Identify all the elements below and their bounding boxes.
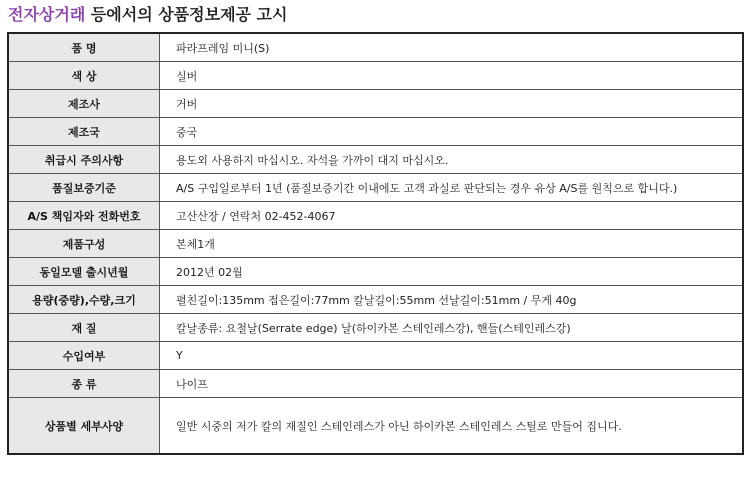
row-value: 거버 xyxy=(160,90,744,118)
page-title xyxy=(8,4,287,26)
row-value: 고산산장 / 연락처 02-452-4067 xyxy=(160,202,744,230)
table-row xyxy=(8,202,743,230)
row-value: A/S 구입일로부터 1년 (품질보증기간 이내에도 고객 과실로 판단되는 경우 유상 A/S를 원칙으로 합니다.) xyxy=(160,174,744,202)
row-label: 품 명 xyxy=(8,33,160,62)
row-label: 상품별 세부사양 xyxy=(8,398,160,455)
row-label: 수입여부 xyxy=(8,342,160,370)
row-label: 취급시 주의사항 xyxy=(8,146,160,174)
table-row xyxy=(8,342,743,370)
table-row xyxy=(8,118,743,146)
row-label: 제조국 xyxy=(8,118,160,146)
table-row xyxy=(8,286,743,314)
row-value: 파라프레임 미니(S) xyxy=(160,33,744,62)
row-value: 칼날종류: 요철날(Serrate edge) 날(하이카본 스테인레스강), 핸들(스테인레스강) xyxy=(160,314,744,342)
table-row xyxy=(8,62,743,90)
row-label: 제품구성 xyxy=(8,230,160,258)
table-row xyxy=(8,33,743,62)
table-row xyxy=(8,370,743,398)
row-value: 본체1개 xyxy=(160,230,744,258)
product-info-table xyxy=(7,32,744,455)
table-row xyxy=(8,90,743,118)
row-label: 동일모델 출시년월 xyxy=(8,258,160,286)
row-label: A/S 책임자와 전화번호 xyxy=(8,202,160,230)
row-label: 품질보증기준 xyxy=(8,174,160,202)
table-row xyxy=(8,230,743,258)
page-title-rest: 등에서의 상품정보제공 고시 xyxy=(85,5,288,24)
table-row xyxy=(8,398,743,455)
row-value: 2012년 02월 xyxy=(160,258,744,286)
page-title-accent: 전자상거래 xyxy=(8,5,86,24)
row-label: 재 질 xyxy=(8,314,160,342)
table-row xyxy=(8,314,743,342)
row-value: 나이프 xyxy=(160,370,744,398)
row-label: 색 상 xyxy=(8,62,160,90)
row-label: 용량(중량),수량,크기 xyxy=(8,286,160,314)
row-value: 실버 xyxy=(160,62,744,90)
table-row xyxy=(8,258,743,286)
row-value: 일반 시중의 저가 칼의 재질인 스테인레스가 아닌 하이카본 스테인레스 스틸로 만들어 집니다. xyxy=(160,398,744,455)
table-row xyxy=(8,174,743,202)
row-label: 종 류 xyxy=(8,370,160,398)
table-row xyxy=(8,146,743,174)
row-value: 중국 xyxy=(160,118,744,146)
row-value: 용도외 사용하지 마십시오. 자석을 가까이 대지 마십시오. xyxy=(160,146,744,174)
row-label: 제조사 xyxy=(8,90,160,118)
row-value: Y xyxy=(160,342,744,370)
row-value: 펼친길이:135mm 접은길이:77mm 칼날길이:55mm 선날길이:51mm / 무게 40g xyxy=(160,286,744,314)
